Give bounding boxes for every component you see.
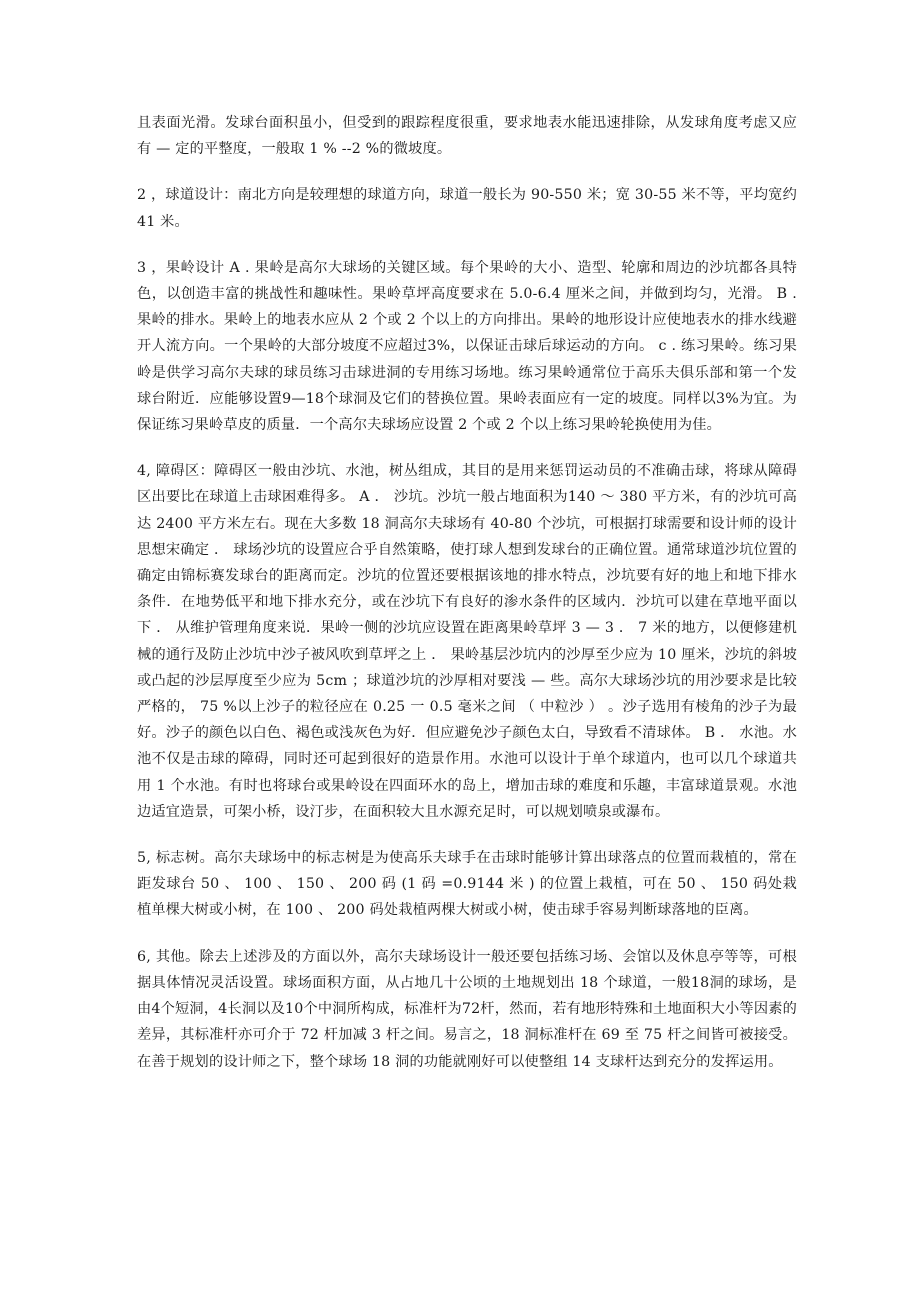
paragraph-other: 6, 其他。除去上述涉及的方面以外，高尔夫球场设计一般还要包括练习场、会馆以及休息亭等等，可根据具体情况灵活设置。球场面积方面，从占地几十公顷的土地规划出 18 个球道，一般18洞的球场，是由4个短洞，4长洞以及10个中洞所构成，标准杆为72杆，然而，若有地形特殊和土地面积大小等因素的差异，其标准杆亦可介于 72 杆加减 3 杆之间。易言之，18 洞标准杆在 69 至 75 杆之间皆可被接受。在善于规划的设计师之下，整个球场 18 洞的功能就刚好可以使整组 14 支球杆达到充分的发挥运用。 xyxy=(137,948,797,1070)
paragraph-green-design: 3 ，果岭设计 A . 果岭是高尔大球场的关键区域。每个果岭的大小、造型、轮廓和周边的沙坑都各具特色，以创造丰富的挑战性和趣味性。果岭草坪高度要求在 5.0-6.4 厘米之间，并做到均匀，光滑。 B . 果岭的排水。果岭上的地表水应从 2 个或 2 个以上的方向排出。果岭的地形设计应使地表水的排水线避开人流方向。一个果岭的大部分坡度不应超过3%，以保证击球后球运动的方向。 c . 练习果岭。练习果岭是供学习高尔夫球的球员练习击球进洞的专用练习场地。练习果岭通常位于高乐夫俱乐部和第一个发球台附近．应能够设置9—18个球洞及它们的替换位置。果岭表面应有一定的坡度。同样以3%为宜。为保证练习果岭草皮的质量．一个高尔夫球场应设置 2 个或 2 个以上练习果岭轮换使用为佳。 xyxy=(137,259,797,434)
paragraph-fairway-design: 2 ，球道设计：南北方向是较理想的球道方向，球道一般长为 90-550 米；宽 30-55 米不等，平均宽约 41 米。 xyxy=(137,187,797,230)
paragraph-hazard-area: 4, 障碍区：障碍区一般由沙坑、水池，树丛组成，其目的是用来惩罚运动员的不准确击球，将球从障碍区出要比在球道上击球困难得多。 A ． 沙坑。沙坑一般占地面积为140 ～ 380 平方米，有的沙坑可高达 2400 平方米左右。现在大多数 18 洞高尔夫球场有 40-80 个沙坑，可根据打球需要和设计师的设计思想宋确定 ． 球场沙坑的设置应合乎自然策略，使打球人想到发球台的正确位置。通常球道沙坑位置的确定由锦标赛发球台的距离而定。沙坑的位置还要根据该地的排水特点，沙坑要有好的地上和地下排水条件．在地势低平和地下排水充分，或在沙坑下有良好的渗水条件的区域内．沙坑可以建在草地平面以下 ． 从维护管理角度来说．果岭一侧的沙坑应设置在距离果岭草坪 3 — 3 ． 7 米的地方，以便修建机械的通行及防止沙坑中沙子被风吹到草坪之上 ． 果岭基层沙坑内的沙厚至少应为 10 厘米，沙坑的斜坡或凸起的沙层厚度至少应为 5cm ；球道沙坑的沙厚相对要浅 — 些。高尔大球场沙坑的用沙要求是比较严格的， 75 %以上沙子的粒径应在 0.25 一 0.5 毫米之间 （ 中粒沙 ） 。沙子选用有棱角的沙子为最好。沙子的颜色以白色、褐色或浅灰色为好．但应避免沙子颜色太白，导致看不清球体。 B ． 水池。水池不仅是击球的障碍，同时还可起到很好的造景作用。水池可以设计于单个球道内，也可以几个球道共用 1 个水池。有时也将球台或果岭设在四面环水的岛上，增加击球的难度和乐趣，丰富球道景观。水池边适宜造景，可架小桥，设汀步，在面积较大且水源充足时，可以规划喷泉或瀑布。 xyxy=(137,463,797,820)
document-body xyxy=(137,110,797,1095)
paragraph-tee-surface: 且表面光滑。发球台面积虽小，但受到的跟踪程度很重，要求地表水能迅速排除，从发球角度考虑又应有 — 定的平整度，一般取 1 % --2 %的微坡度。 xyxy=(137,115,797,158)
paragraph-marker-trees: 5, 标志树。高尔夫球场中的标志树是为使高乐夫球手在击球时能够计算出球落点的位置而栽植的，常在距发球台 50 、 100 、 150 、 200 码 (1 码 =0.9144 米 ) 的位置上栽植，可在 50 、 150 码处栽植单棵大树或小树，在 100 、 200 码处栽植两棵大树或小树，使击球手容易判断球落地的臣离。 xyxy=(137,850,797,919)
